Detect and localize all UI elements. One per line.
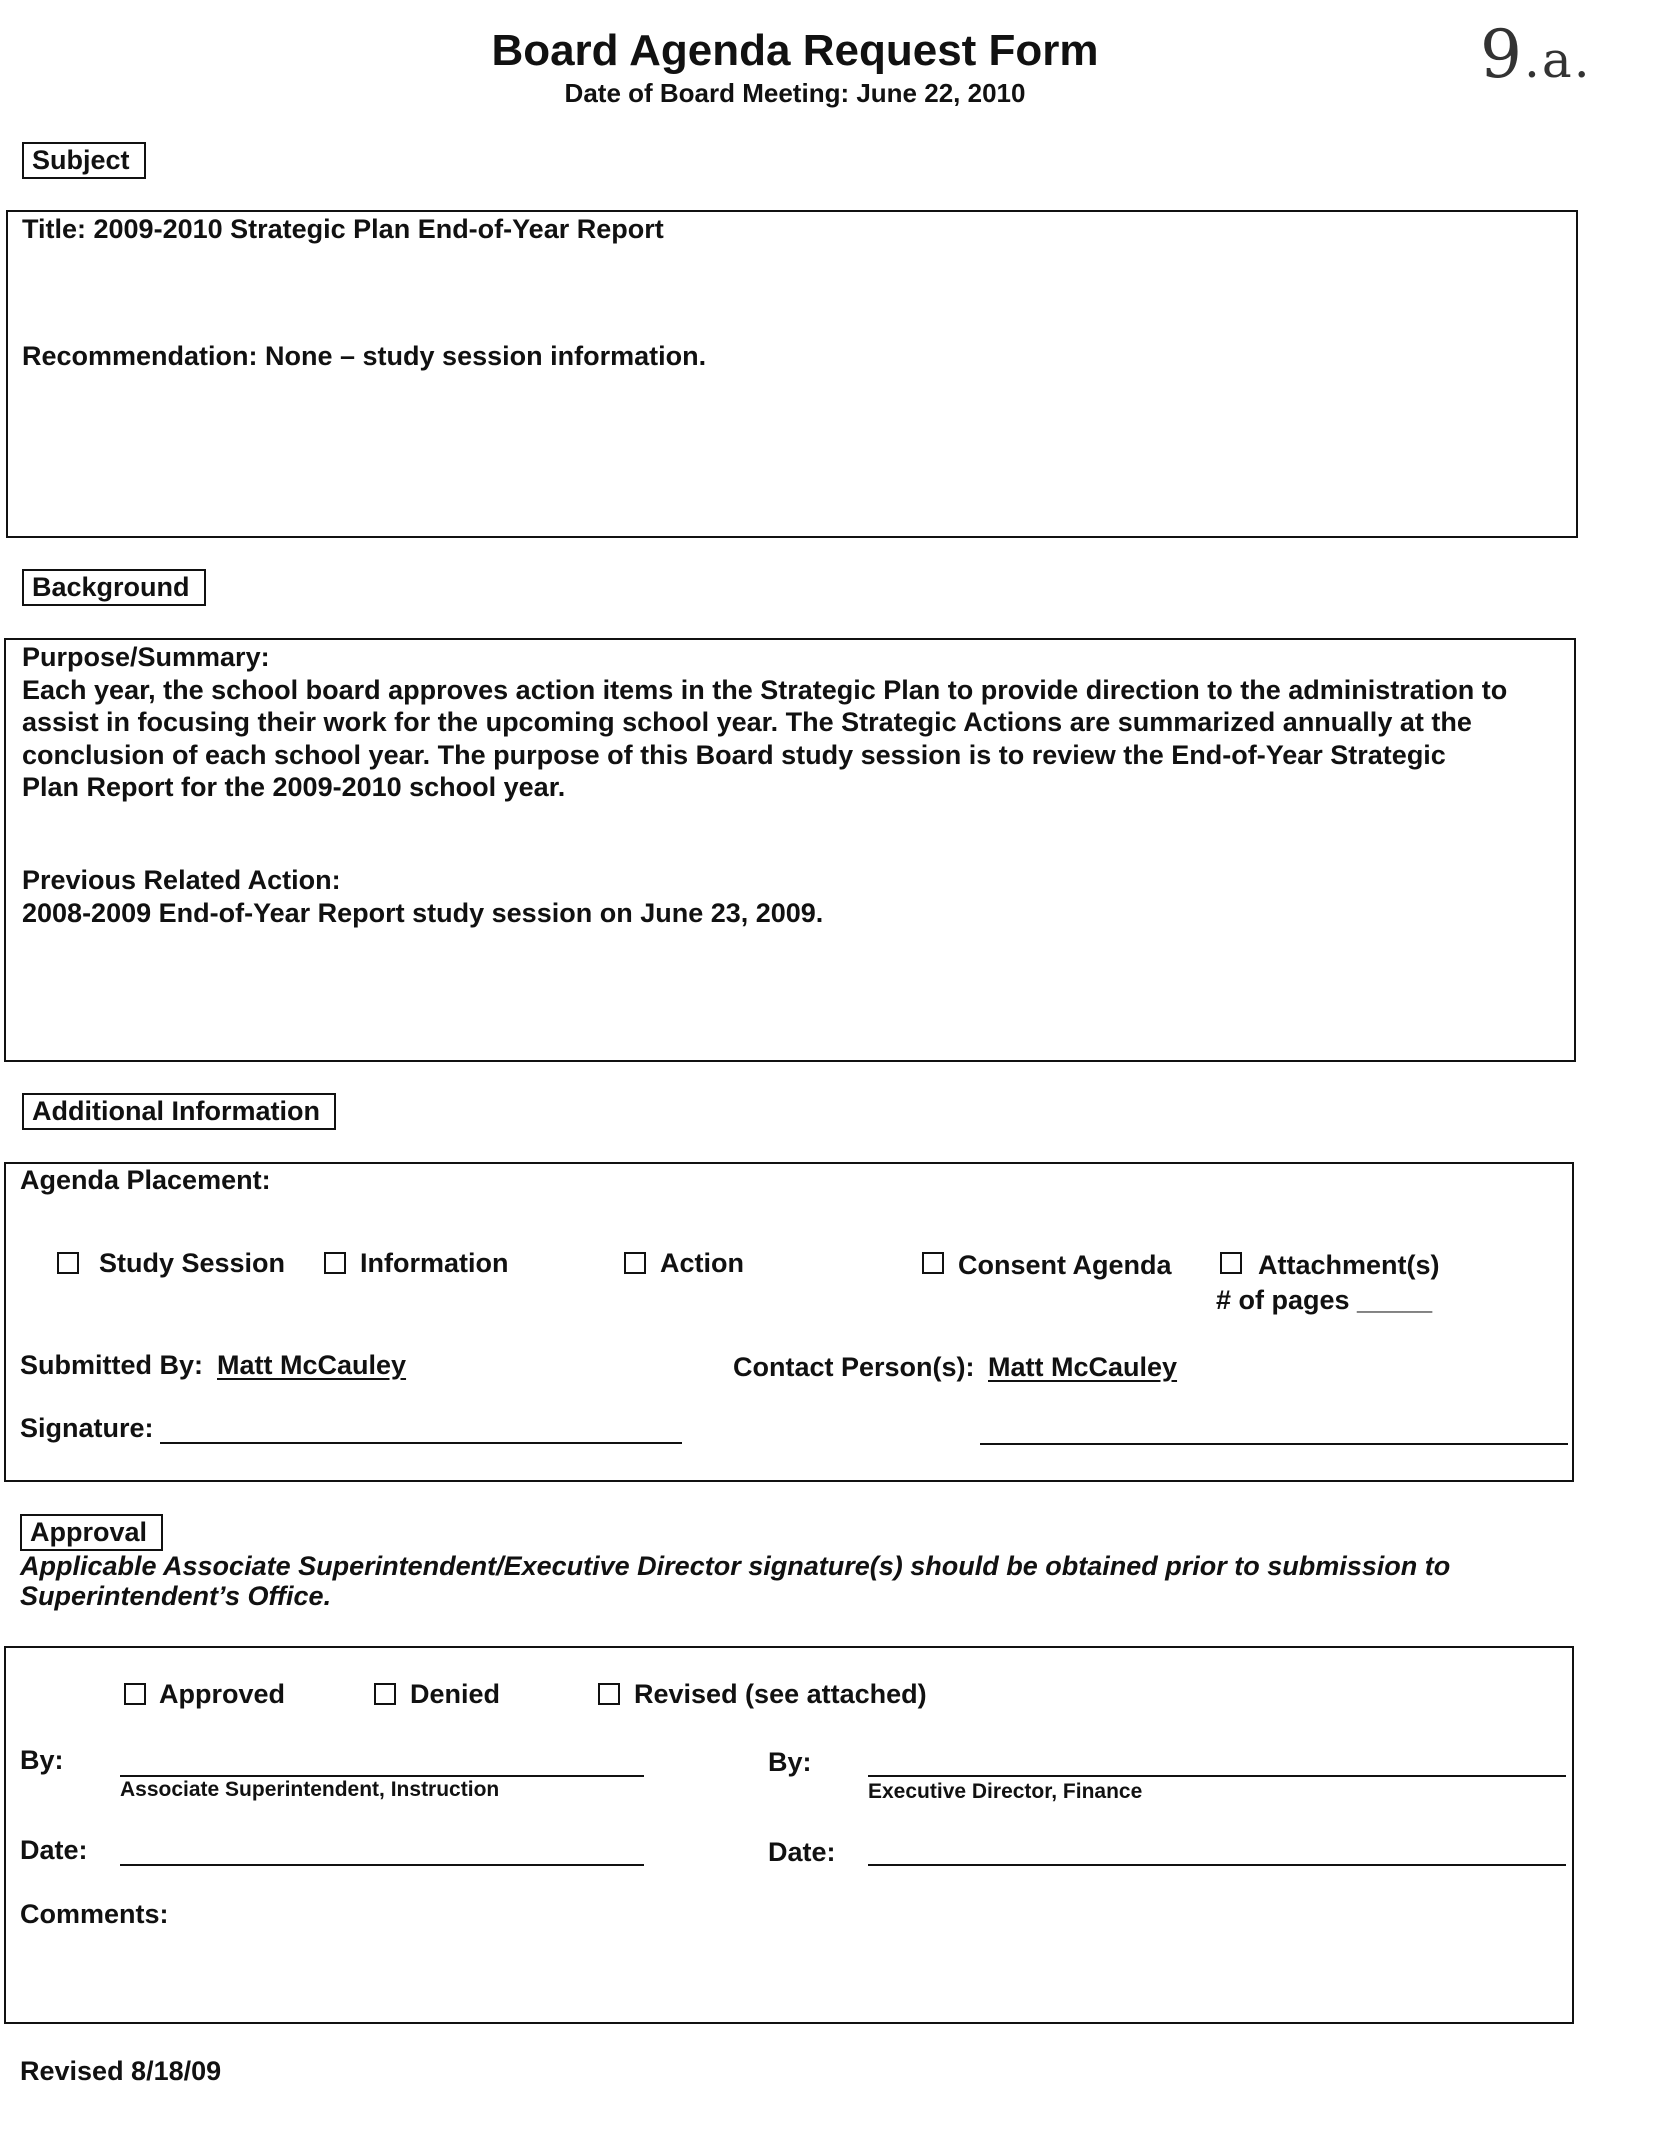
date-left-line[interactable] [120, 1864, 644, 1866]
submitted-by-name: Matt McCauley [217, 1350, 407, 1380]
action-checkbox[interactable] [624, 1252, 646, 1274]
approval-label: Approval [20, 1514, 163, 1551]
form-title: Board Agenda Request Form [491, 26, 1099, 75]
pages-count-field[interactable]: # of pages _____ [1216, 1285, 1433, 1315]
revised-checkbox[interactable] [598, 1683, 620, 1705]
contact-signature-line[interactable] [980, 1443, 1568, 1445]
revised-date: Revised 8/18/09 [20, 2056, 222, 2086]
handwritten-item-number [1480, 16, 1592, 93]
attachments-label: Attachment(s) [1258, 1250, 1440, 1280]
revised-label: Revised (see attached) [634, 1679, 927, 1709]
study-session-label: Study Session [99, 1248, 286, 1278]
information-checkbox[interactable] [324, 1252, 346, 1274]
purpose-line-4: Plan Report for the 2009-2010 school year. [22, 772, 566, 802]
by-right-title: Executive Director, Finance [868, 1780, 1143, 1803]
denied-checkbox[interactable] [374, 1683, 396, 1705]
signature-line[interactable] [160, 1442, 682, 1444]
stamp-number: 9 [1480, 16, 1524, 93]
subject-recommendation: Recommendation: None – study session information. [22, 341, 707, 371]
additional-info-box [4, 1162, 1574, 1482]
previous-action-text: 2008-2009 End-of-Year Report study session on June 23, 2009. [22, 898, 824, 928]
comments-label: Comments: [20, 1899, 169, 1929]
by-right-signature-line[interactable] [868, 1775, 1566, 1777]
submitted-by-label: Submitted By: [20, 1350, 204, 1380]
date-left-label: Date: [20, 1835, 88, 1865]
purpose-line-2: assist in focusing their work for the upcoming school year. The Strategic Actions are summarized annually at the [22, 707, 1472, 737]
approval-instruction-line-1: Applicable Associate Superintendent/Executive Director signature(s) should be obtained prior to submission to [20, 1551, 1451, 1581]
signature-label: Signature: [20, 1413, 154, 1443]
purpose-line-1: Each year, the school board approves action items in the Strategic Plan to provide direction to the administration to [22, 675, 1508, 705]
stamp-letter: .a. [1524, 31, 1592, 89]
by-left-title: Associate Superintendent, Instruction [120, 1778, 500, 1801]
information-label: Information [360, 1248, 509, 1278]
consent-agenda-checkbox[interactable] [922, 1252, 944, 1274]
by-left-signature-line[interactable] [120, 1775, 644, 1777]
date-right-line[interactable] [868, 1864, 1566, 1866]
attachments-checkbox[interactable] [1220, 1252, 1242, 1274]
additional-info-label: Additional Information [22, 1093, 336, 1130]
approved-checkbox[interactable] [124, 1683, 146, 1705]
date-right-label: Date: [768, 1837, 836, 1867]
denied-label: Denied [410, 1679, 501, 1709]
subject-box [6, 210, 1578, 538]
purpose-heading: Purpose/Summary: [22, 642, 270, 672]
subject-label: Subject [22, 142, 146, 179]
approval-instruction-line-2: Superintendent’s Office. [20, 1581, 332, 1611]
action-label: Action [660, 1248, 744, 1278]
background-label: Background [22, 569, 206, 606]
subject-title: Title: 2009-2010 Strategic Plan End-of-Year Report [22, 214, 664, 244]
purpose-line-3: conclusion of each school year. The purpose of this Board study session is to review the End-of-Year Strategic [22, 740, 1446, 770]
previous-action-heading: Previous Related Action: [22, 865, 341, 895]
meeting-date: Date of Board Meeting: June 22, 2010 [564, 78, 1026, 108]
by-right-label: By: [768, 1747, 812, 1777]
approved-label: Approved [159, 1679, 286, 1709]
contact-person-label: Contact Person(s): [733, 1352, 975, 1382]
study-session-checkbox[interactable] [57, 1252, 79, 1274]
agenda-placement-heading: Agenda Placement: [20, 1165, 271, 1195]
contact-person-name: Matt McCauley [988, 1352, 1178, 1382]
consent-agenda-label: Consent Agenda [958, 1250, 1172, 1280]
by-left-label: By: [20, 1745, 64, 1775]
